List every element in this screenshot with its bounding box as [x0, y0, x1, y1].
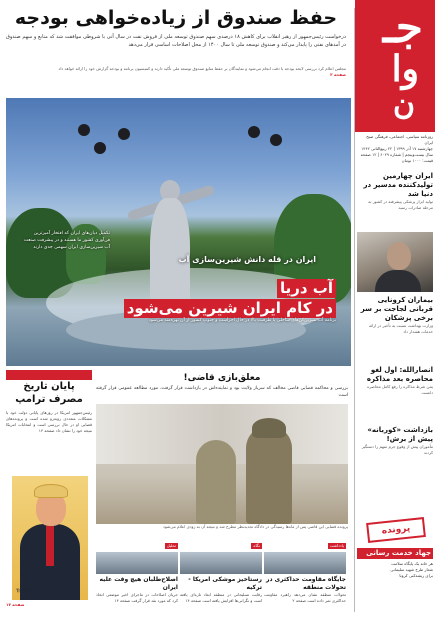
hero-title: [66, 278, 336, 318]
column-title: رستاخیز موشکی امریکا - ترکیه: [188, 576, 262, 591]
statue-ball: [118, 128, 130, 140]
column-thumbnail: [180, 552, 262, 574]
left-text: رئیس‌جمهور امریکا در روزهای پایانی دولت خود با مشکلات متعددی روبه‌رو شده است و پرونده‌های قضایی او در حال بررسی است و انتخابات امریکا نتیجه خود را نشان داد صفحه ۱۴: [6, 410, 92, 433]
dossier-stamp: پرونده: [366, 517, 426, 543]
side-story-text: مأموران پیش از وقوع جرم متهم را دستگیر کردند: [361, 444, 433, 455]
hero-photo[interactable]: [6, 98, 351, 366]
masthead-logo-block: [355, 0, 435, 132]
column-kicker: نگاه: [253, 543, 260, 548]
mid-text: بررسی و محاکمه قضایی قاضی مخالف که سرباز ولایت بود و نماینده‌اش در بازداشت قرار گرفت، مورد مطالعه عمومی قرار گرفته است: [96, 386, 348, 398]
hero-kicker: ایران در قله دانش شیرین‌سازی آب: [178, 255, 316, 264]
strip-tag: صفحه ۳: [330, 72, 346, 77]
main-deck: درخواست رئیس‌جمهور از رهبر انقلاب برای کاهش ۱۸ درصدی سهم صندوق توسعه ملی از فروش نفت در سال آتی با شروطی موافقت شد که منابع و سهم صندوق در آمدهای نفتی را پایدار می‌کند و صندوق توسعه ملی تا سال ۱۴۰۰ از محل اصلاحات اساسی قرار می‌دهد: [6, 34, 346, 48]
statue-ball: [248, 126, 260, 138]
side-story-title: انصارالله: اول لغو محاصره بعد مذاکره: [366, 366, 433, 383]
mid-photo: [96, 404, 348, 524]
photo-signature: Trump: [15, 587, 32, 595]
statue-ball: [94, 142, 106, 154]
logo-part: ن: [392, 87, 415, 122]
left-story[interactable]: [6, 370, 92, 614]
bottom-box-title: جهاد خدمت رسانی: [357, 548, 433, 559]
bottom-column[interactable]: [180, 532, 262, 616]
left-headline: پایان تاریخ مصرف ترامپ: [15, 381, 83, 405]
side-story-photo: [357, 232, 433, 292]
list-item: هر خانه یک پایگاه سلامت: [391, 561, 433, 566]
side-story[interactable]: [357, 172, 433, 211]
logo: [361, 2, 429, 126]
column-kicker: تحلیل: [166, 543, 176, 548]
side-story[interactable]: [357, 426, 433, 456]
bottom-box-list: [357, 561, 433, 579]
helmet: [252, 418, 286, 438]
side-story[interactable]: [357, 366, 433, 396]
meta-line: سال بیست‌وپنجم | شماره ۶۰۲۹ | ۱۲ صفحه: [360, 152, 433, 157]
soldier-figure: [246, 426, 292, 524]
column-text: جریان اصلاحات در ماجرای اخیر موضعی اتخاذ کرد که مورد نقد قرار گرفت صفحه ۱۴: [96, 592, 178, 603]
soldier-figure: [196, 440, 236, 524]
mid-headline[interactable]: معلق‌بازی قاضی!: [183, 373, 261, 383]
side-story-text: یمن شرط مذاکره را رفع کامل محاصره دانست: [367, 384, 433, 395]
left-tag: صفحه ۱۴: [6, 602, 25, 607]
list-item: شعار طرح شهید سلیمانی: [390, 567, 433, 572]
column-divider: [354, 8, 355, 612]
column-thumbnail: [264, 552, 346, 574]
side-story-text: تولید ابزار پزشکی پیشرفته در کشور به مرحله صادرات رسید: [368, 199, 433, 210]
bottom-column[interactable]: [96, 532, 178, 616]
mid-caption: پرونده قضایی این قاضی پس از ماه‌ها رسیدگی در دادگاه تجدیدنظر مطرح شد و نتیجه آن به زودی اعلام می‌شود: [163, 524, 348, 529]
hero-subtitle: برنامه آب شیرین‌کن‌های ساحلی با ظرفیت بالا در حال اجراست و جنوب کشور از آن بهره‌مند می‌شود: [148, 318, 336, 323]
logo-part: جـ: [382, 2, 423, 53]
bottom-box[interactable]: [357, 548, 433, 579]
meta-line: چهارشنبه ۱۷ آذر ۱۳۹۹ | ۲۲ ربیع‌الثانی ۱۴۴۲: [361, 146, 433, 151]
meta-line: روزنامه سیاسی، اجتماعی، فرهنگی صبح ایران: [366, 134, 433, 145]
person-tie: [46, 526, 54, 566]
hero-caption: تکمیل دیان‌های ایران که افتخار آمیز‌ترین فن‌آوری کشور ما هستند و در پیشرفت صنعت آب شیرین‌سازی ایران سهمی جدی دارند: [23, 231, 110, 250]
column-kicker: یادداشت: [329, 543, 344, 548]
person-face: [387, 242, 411, 270]
bottom-column[interactable]: [264, 532, 346, 616]
hero-title-line: آب دریا: [277, 279, 336, 298]
main-headline[interactable]: حفظ صندوق از زیاده‌خواهی بودجه: [14, 7, 338, 29]
column-text: تحولات منطقه نشان می‌دهد راهبرد مقاومت حداکثری ثمر داده است صفحه ۲: [264, 592, 346, 603]
column-text: رقابت تسلیحاتی در منطقه ابعاد تازه‌ای یافته است و نگرانی‌ها افزایش یافته است صفحه ۱۴: [180, 592, 262, 603]
person-hair: [34, 484, 68, 498]
side-story-title: بیماران کرونایی قربانی لجاجت بر سر برخی پزشکان: [360, 296, 433, 322]
masthead-meta: [357, 134, 433, 164]
logo-part: وا: [391, 48, 419, 90]
person-suit: [375, 270, 421, 292]
column-thumbnail: [96, 552, 178, 574]
section-label-bar: [6, 370, 92, 380]
meta-line: قیمت: ۱۰۰۰ تومان: [401, 158, 433, 163]
side-story-title: ایران چهارمین تولیدکننده مدسیر در دنیا شد: [363, 172, 433, 198]
left-photo: [12, 476, 88, 600]
side-story-text: وزارت بهداشت نسبت به تأخیر در ارائه خدمات هشدار داد: [368, 323, 433, 334]
secondary-strip: [6, 66, 346, 96]
strip-text: مجلس اعلام کرد بررسی لایحه بودجه با دقت انجام می‌شود و نمایندگان بر حفظ منابع صندوق توسعه ملی تأکید دارند و کمیسیون برنامه و بودجه گزارش خود را ارائه خواهد داد: [58, 66, 346, 71]
column-title: اصلاح‌طلبان هیچ وقت علیه ایران: [99, 576, 178, 591]
statue-ball: [78, 124, 90, 136]
hero-title-line: در کام ایران شیرین می‌شود: [124, 299, 336, 318]
column-title: جایگاه مقاومت حداکثری در تحولات منطقه: [265, 576, 346, 591]
side-story[interactable]: [357, 296, 433, 335]
side-story-title: بازداشت «کوربانه» پیش از برش!: [367, 426, 433, 443]
list-item: برای ریشه‌کنی کرونا: [399, 573, 433, 578]
statue-ball: [270, 134, 282, 146]
